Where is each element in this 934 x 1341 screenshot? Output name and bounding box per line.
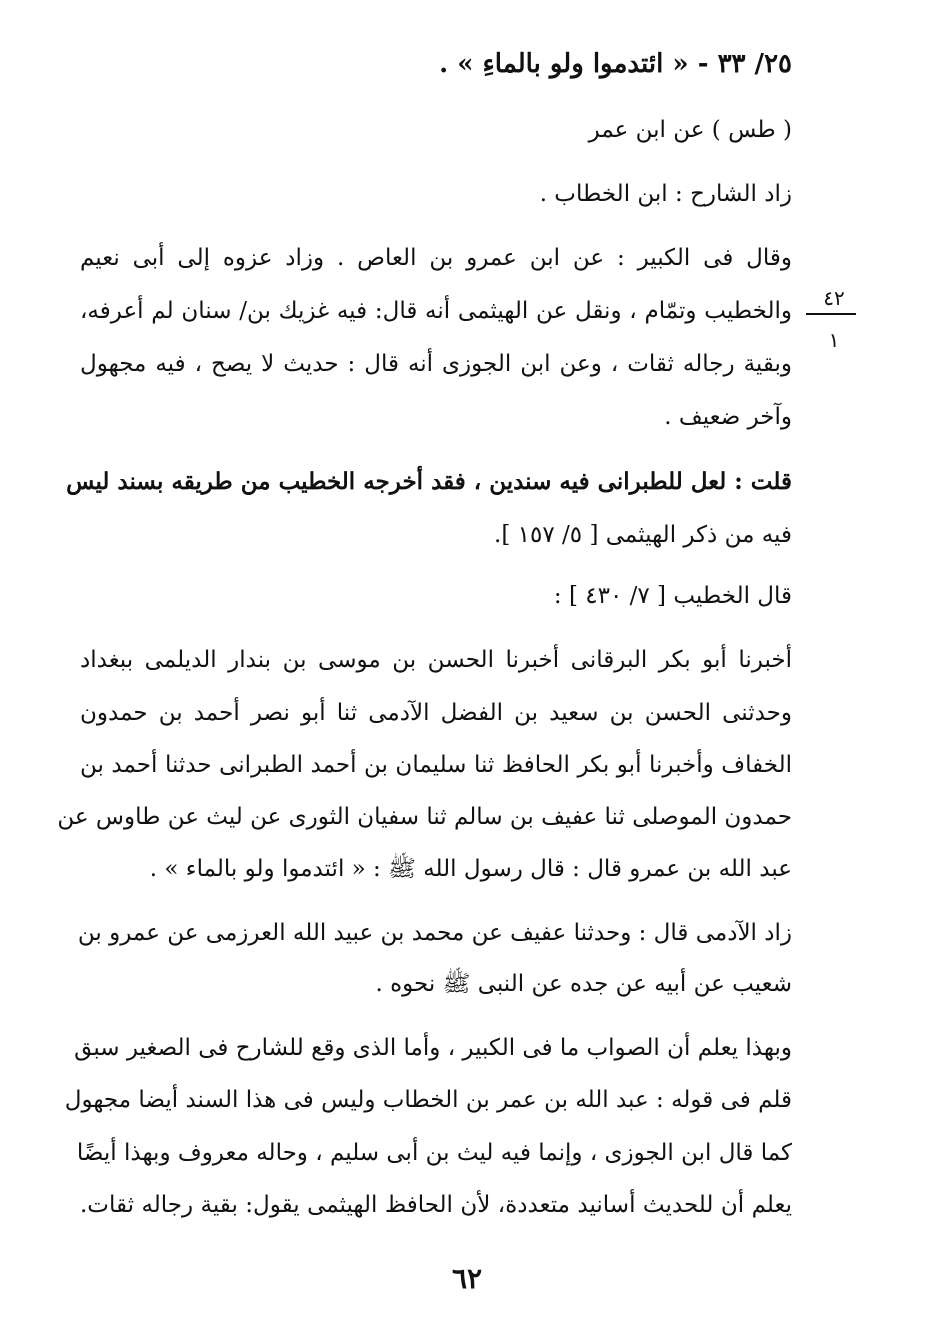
conclusion-line-1: وبهذا يعلم أن الصواب ما فى الكبير ، وأما الذى وقع للشارح فى الصغير سبق (74, 1035, 792, 1061)
isnad-line-3: الخفاف وأخبرنا أبو بكر الحافظ ثنا سليمان بن أحمد الطبرانى حدثنا أحمد بن (80, 752, 792, 778)
qultu-line-1: قلت : لعل للطبرانى فيه سندين ، فقد أخرجه الخطيب من طريقه بسند ليس (66, 468, 792, 495)
margin-divider (806, 313, 856, 315)
margin-folio-top: ٤٢ (823, 286, 845, 310)
isnad-line-4: حمدون الموصلى ثنا عفيف بن سالم ثنا سفيان الثورى عن ليث عن طاوس عن (57, 804, 792, 830)
commentator-note: زاد الشارح : ابن الخطاب . (539, 181, 792, 207)
conclusion-line-2: قلم فى قوله : عبد الله بن عمر بن الخطاب وليس فى هذا السند أيضا مجهول (64, 1087, 792, 1113)
margin-folio-bottom: ١ (828, 328, 840, 352)
isnad-line-5: عبد الله بن عمرو قال : قال رسول الله ﷺ : « ائتدموا ولو بالماء » . (149, 856, 792, 882)
paragraph-kabir-line-1: وقال فى الكبير : عن ابن عمرو بن العاص . وزاد عزوه إلى أبى نعيم (80, 245, 792, 271)
paragraph-kabir-line-4: وآخر ضعيف . (664, 404, 792, 430)
conclusion-line-3: كما قال ابن الجوزى ، وإنما فيه ليث بن أبى سليم ، وحاله معروف وبهذا أيضًا (76, 1140, 792, 1166)
adami-line-1: زاد الآدمى قال : وحدثنا عفيف عن محمد بن عبيد الله العرزمى عن عمرو بن (77, 920, 792, 946)
paragraph-kabir-line-3: وبقية رجاله ثقات ، وعن ابن الجوزى أنه قال : حديث لا يصح ، فيه مجهول (80, 351, 792, 377)
hadith-heading: ٢٥/ ٣٣ - « ائتدموا ولو بالماءِ » . (439, 49, 792, 79)
isnad-line-1: أخبرنا أبو بكر البرقانى أخبرنا الحسن بن موسى بن بندار الديلمى ببغداد (80, 647, 792, 673)
isnad-line-2: وحدثنى الحسن بن سعيد بن الفضل الآدمى ثنا أبو نصر أحمد بن حمدون (80, 700, 792, 726)
adami-line-2: شعيب عن أبيه عن جده عن النبى ﷺ نحوه . (375, 971, 792, 997)
qultu-line-2: فيه من ذكر الهيثمى [ ٥/ ١٥٧ ]. (494, 522, 792, 548)
khatib-citation: قال الخطيب [ ٧/ ٤٣٠ ] : (553, 583, 792, 609)
source-line: ( طس ) عن ابن عمر (588, 117, 792, 143)
page-number: ٦٢ (451, 1262, 483, 1295)
paragraph-kabir-line-2: والخطيب وتمّام ، ونقل عن الهيثمى أنه قال: فيه غزيك بن/ سنان لم أعرفه، (80, 298, 792, 324)
conclusion-line-4: يعلم أن للحديث أسانيد متعددة، لأن الحافظ الهيثمى يقول: بقية رجاله ثقات. (80, 1192, 792, 1218)
